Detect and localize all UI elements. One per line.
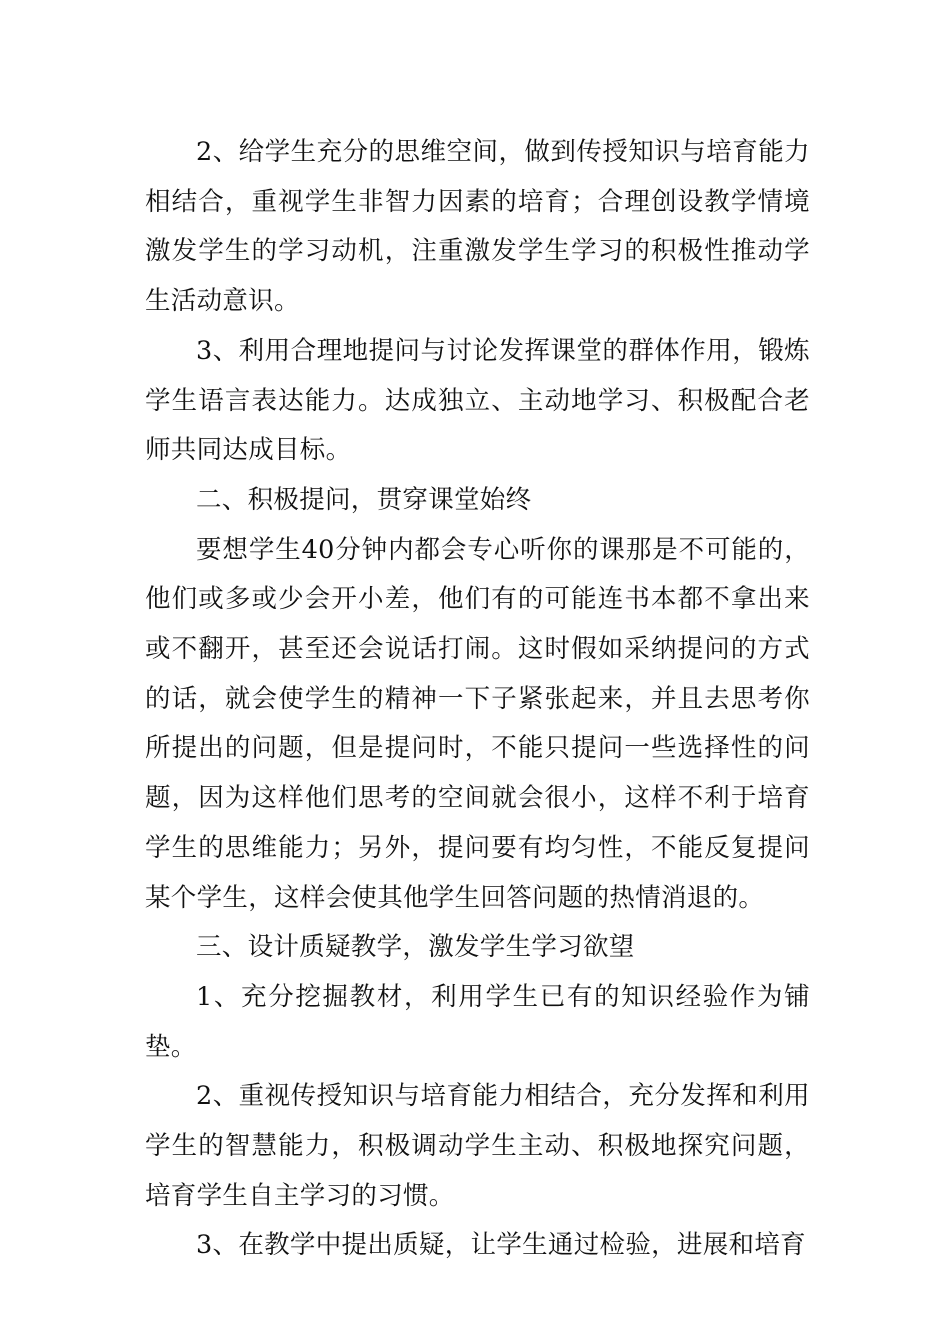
paragraph-teaching-point-3: 3、利用合理地提问与讨论发挥课堂的群体作用，锻炼学生语言表达能力。达成独立、主动地学习、积极配合老师共同达成目标。 — [145, 335, 810, 466]
paragraph-questioning-body: 要想学生40分钟内都会专心听你的课那是不可能的，他们或多或少会开小差，他们有的可能连书本都不拿出来或不翻开，甚至还会说话打闹。这时假如采纳提问的方式的话，就会使学生的精神一下子紧张起来，并且去思考你所提出的问题，但是提问时，不能只提问一些选择性的问题，因为这样他们思考的空间就会很小，这样不利于培育学生的思维能力；另外，提问要有均匀性，不能反复提问某个学生，这样会使其他学生回答问题的热情消退的。 — [145, 534, 810, 913]
paragraph-doubt-point-2: 2、重视传授知识与培育能力相结合，充分发挥和利用学生的智慧能力，积极调动学生主动、积极地探究问题，培育学生自主学习的习惯。 — [145, 1081, 810, 1211]
section-heading-doubt-teaching: 三、设计质疑教学，激发学生学习欲望 — [196, 932, 635, 963]
paragraph-doubt-point-3: 3、在教学中提出质疑，让学生通过检验，进展和培育 — [196, 1230, 806, 1261]
paragraph-doubt-point-1: 1、充分挖掘教材，利用学生已有的知识经验作为铺垫。 — [145, 981, 810, 1062]
document-body — [145, 128, 810, 1271]
paragraph-teaching-point-2: 2、给学生充分的思维空间，做到传授知识与培育能力相结合，重视学生非智力因素的培育；合理创设教学情境激发学生的学习动机，注重激发学生学习的积极性推动学生活动意识。 — [145, 137, 810, 317]
section-heading-questioning: 二、积极提问，贯穿课堂始终 — [196, 484, 532, 515]
